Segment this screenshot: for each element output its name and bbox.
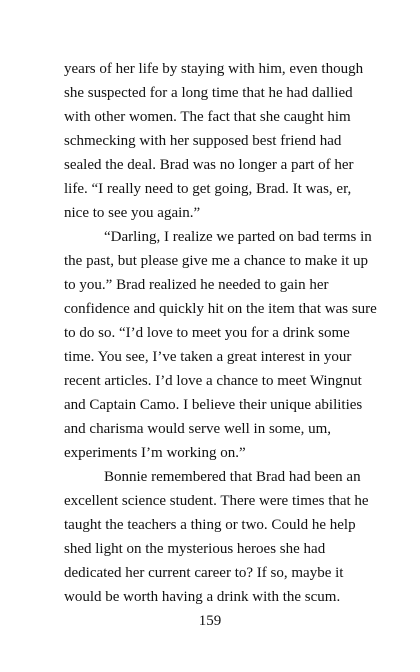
- text-line: to you.” Brad realized he needed to gain her: [64, 277, 329, 293]
- text-line: experiments I’m working on.”: [64, 445, 246, 461]
- paragraph-first-line: “Darling, I realize we parted on bad terms in: [104, 229, 372, 245]
- text-line: recent articles. I’d love a chance to meet Wingnut: [64, 373, 362, 389]
- text-line: nice to see you again.”: [64, 205, 201, 221]
- body-text: [64, 57, 377, 609]
- text-line: taught the teachers a thing or two. Could he help: [64, 517, 356, 533]
- text-line: to do so. “I’d love to meet you for a drink some: [64, 325, 350, 341]
- text-line: life. “I really need to get going, Brad. It was, er,: [64, 181, 352, 197]
- text-line: excellent science student. There were times that he: [64, 493, 369, 509]
- text-line: the past, but please give me a chance to make it up: [64, 253, 369, 269]
- text-line: time. You see, I’ve taken a great interest in your: [64, 349, 352, 365]
- text-line: sealed the deal. Brad was no longer a part of her: [64, 157, 354, 173]
- page-number: 159: [198, 613, 222, 629]
- text-line: dedicated her current career to? If so, maybe it: [64, 565, 344, 581]
- text-line: and charisma would serve well in some, um,: [64, 421, 332, 437]
- text-line: shed light on the mysterious heroes she had: [64, 541, 326, 557]
- paragraph-first-line: Bonnie remembered that Brad had been an: [104, 469, 361, 485]
- text-line: schmecking with her supposed best friend had: [64, 133, 342, 149]
- text-line: she suspected for a long time that he had dallied: [64, 85, 353, 101]
- text-line: would be worth having a drink with the scum.: [64, 589, 341, 605]
- text-line: confidence and quickly hit on the item that was sure: [64, 301, 377, 317]
- text-line: and Captain Camo. I believe their unique abilities: [64, 397, 363, 413]
- text-line: with other women. The fact that she caught him: [64, 109, 351, 125]
- text-line: years of her life by staying with him, even though: [64, 61, 364, 77]
